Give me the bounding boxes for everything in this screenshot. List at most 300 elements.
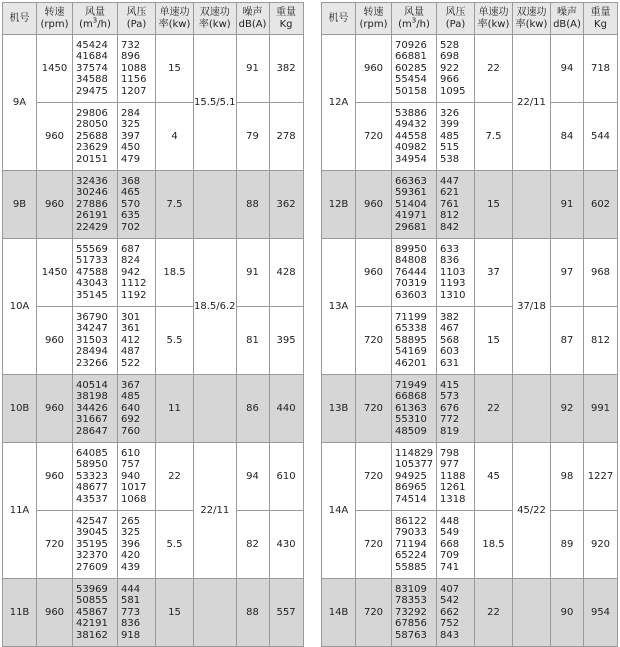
- noise-cell: 91: [236, 239, 269, 307]
- pressure-value: 1112: [121, 278, 147, 290]
- model-cell: 12B: [322, 171, 356, 239]
- pressure-value: 439: [121, 561, 141, 573]
- flow-value: 65224: [395, 550, 427, 562]
- flow-value: 43537: [76, 493, 108, 505]
- dual-power-cell: 22/11: [513, 35, 551, 171]
- flow-value: 74514: [395, 493, 427, 505]
- table-row: [3, 579, 304, 647]
- pressure-value: 812: [440, 210, 460, 222]
- flow-cell: [73, 511, 118, 579]
- flow-value: 28050: [76, 119, 108, 131]
- table-row: [322, 579, 618, 647]
- flow-value: 49432: [395, 119, 427, 131]
- model-cell: 13B: [322, 375, 356, 443]
- noise-cell: 84: [551, 103, 584, 171]
- pressure-value: 843: [440, 629, 460, 641]
- pressure-value: 692: [121, 414, 141, 426]
- fan-spec-table-left: [2, 2, 304, 647]
- pressure-value: 420: [121, 550, 141, 562]
- flow-value: 48677: [76, 482, 108, 494]
- flow-value: 55569: [76, 243, 108, 255]
- flow-value: 114829: [395, 447, 434, 459]
- flow-cell: [392, 239, 437, 307]
- pressure-value: 798: [440, 447, 460, 459]
- noise-cell: 89: [551, 511, 584, 579]
- pressure-value: 942: [121, 266, 141, 278]
- pressure-cell: [437, 171, 475, 239]
- pressure-value: 265: [121, 515, 141, 527]
- single-power-cell: 45: [475, 443, 513, 511]
- pressure-value: 940: [121, 470, 141, 482]
- table-row: [322, 307, 618, 375]
- pressure-value: 522: [121, 357, 141, 369]
- flow-cell: [73, 171, 118, 239]
- noise-cell: 91: [236, 35, 269, 103]
- single-power-cell: 15: [156, 579, 194, 647]
- pressure-value: 761: [440, 198, 460, 210]
- flow-value: 71194: [395, 538, 427, 550]
- dual-power-cell: 45/22: [513, 443, 551, 579]
- pressure-value: 301: [121, 311, 141, 323]
- pressure-value: 603: [440, 346, 460, 358]
- flow-cell: [392, 307, 437, 375]
- pressure-cell: [118, 443, 156, 511]
- flow-cell: [392, 443, 437, 511]
- single-power-cell: 7.5: [156, 171, 194, 239]
- pressure-value: 824: [121, 255, 141, 267]
- flow-value: 23266: [76, 357, 108, 369]
- pressure-value: 836: [121, 618, 141, 630]
- noise-cell: 94: [236, 443, 269, 511]
- pressure-value: 631: [440, 357, 460, 369]
- flow-value: 78353: [395, 595, 427, 607]
- pressure-value: 412: [121, 334, 141, 346]
- single-power-cell: 11: [156, 375, 194, 443]
- pressure-value: 568: [440, 334, 460, 346]
- dual-power-cell: 18.5/6.2: [194, 239, 237, 375]
- pressure-value: 1310: [440, 289, 466, 301]
- weight-cell: 557: [269, 579, 303, 647]
- flow-value: 67856: [395, 618, 427, 630]
- speed-cell: 720: [356, 375, 392, 443]
- speed-cell: 960: [356, 171, 392, 239]
- flow-value: 65338: [395, 323, 427, 335]
- pressure-cell: [437, 35, 475, 103]
- pressure-value: 773: [121, 606, 141, 618]
- single-power-cell: 4: [156, 103, 194, 171]
- flow-cell: [73, 307, 118, 375]
- flow-cell: [392, 171, 437, 239]
- pressure-value: 467: [440, 323, 460, 335]
- flow-value: 40514: [76, 379, 108, 391]
- weight-cell: 1227: [584, 443, 618, 511]
- pressure-value: 397: [121, 130, 141, 142]
- flow-value: 31503: [76, 334, 108, 346]
- flow-value: 36790: [76, 311, 108, 323]
- flow-value: 42547: [76, 515, 108, 527]
- single-power-cell: 5.5: [156, 511, 194, 579]
- pressure-value: 757: [121, 459, 141, 471]
- dual-power-cell: 15.5/5.1: [194, 35, 237, 171]
- flow-value: 27886: [76, 198, 108, 210]
- col-speed-header: 转速 (rpm): [37, 3, 73, 35]
- flow-value: 73292: [395, 606, 427, 618]
- noise-cell: 94: [551, 35, 584, 103]
- model-cell: 14A: [322, 443, 356, 579]
- flow-value: 94925: [395, 470, 427, 482]
- weight-cell: 954: [584, 579, 618, 647]
- table-row: [322, 375, 618, 443]
- pressure-value: 676: [440, 402, 460, 414]
- flow-value: 64085: [76, 447, 108, 459]
- pressure-value: 772: [440, 414, 460, 426]
- flow-value: 40982: [395, 142, 427, 154]
- flow-value: 38198: [76, 391, 108, 403]
- model-cell: 9B: [3, 171, 37, 239]
- noise-cell: 92: [551, 375, 584, 443]
- flow-value: 60285: [395, 62, 427, 74]
- speed-cell: 1450: [37, 239, 73, 307]
- pressure-value: 836: [440, 255, 460, 267]
- flow-value: 70926: [395, 39, 427, 51]
- flow-value: 47588: [76, 266, 108, 278]
- flow-value: 61363: [395, 402, 427, 414]
- dual-power-cell: [513, 171, 551, 239]
- flow-value: 48509: [395, 425, 427, 437]
- weight-cell: 602: [584, 171, 618, 239]
- pressure-value: 635: [121, 210, 141, 222]
- flow-cell: [73, 579, 118, 647]
- flow-value: 29475: [76, 85, 108, 97]
- pressure-value: 918: [121, 629, 141, 641]
- single-power-cell: 37: [475, 239, 513, 307]
- pressure-cell: [437, 511, 475, 579]
- flow-value: 28494: [76, 346, 108, 358]
- col-dual-power-header: 双速功 率(kw): [513, 3, 551, 35]
- flow-cell: [73, 103, 118, 171]
- flow-value: 51404: [395, 198, 427, 210]
- flow-value: 84808: [395, 255, 427, 267]
- pressure-value: 687: [121, 243, 141, 255]
- speed-cell: 720: [356, 511, 392, 579]
- single-power-cell: 15: [475, 307, 513, 375]
- noise-cell: 79: [236, 103, 269, 171]
- flow-value: 39045: [76, 527, 108, 539]
- pressure-value: 479: [121, 153, 141, 165]
- weight-cell: 610: [269, 443, 303, 511]
- flow-value: 45424: [76, 39, 108, 51]
- pressure-cell: [437, 307, 475, 375]
- pressure-value: 662: [440, 606, 460, 618]
- dual-power-cell: [513, 579, 551, 647]
- table-row: [322, 239, 618, 307]
- weight-cell: 382: [269, 35, 303, 103]
- pressure-value: 444: [121, 583, 141, 595]
- pressure-value: 542: [440, 595, 460, 607]
- flow-value: 59361: [395, 187, 427, 199]
- pressure-value: 633: [440, 243, 460, 255]
- flow-value: 34247: [76, 323, 108, 335]
- flow-value: 31667: [76, 414, 108, 426]
- pressure-value: 415: [440, 379, 460, 391]
- pressure-value: 1103: [440, 266, 466, 278]
- flow-value: 83109: [395, 583, 427, 595]
- single-power-cell: 22: [475, 579, 513, 647]
- weight-cell: 362: [269, 171, 303, 239]
- pressure-cell: [118, 307, 156, 375]
- noise-cell: 90: [551, 579, 584, 647]
- single-power-cell: 15: [475, 171, 513, 239]
- single-power-cell: 22: [475, 35, 513, 103]
- col-pressure-header: 风压 (Pa): [437, 3, 475, 35]
- flow-value: 55454: [395, 74, 427, 86]
- dual-power-cell: [194, 579, 237, 647]
- flow-value: 37574: [76, 62, 108, 74]
- pressure-value: 1207: [121, 85, 147, 97]
- weight-cell: 428: [269, 239, 303, 307]
- col-flow-header: 风量 $(m^3/h)$: [73, 3, 118, 35]
- flow-value: 55885: [395, 561, 427, 573]
- flow-value: 34588: [76, 74, 108, 86]
- speed-cell: 720: [356, 579, 392, 647]
- noise-cell: 81: [236, 307, 269, 375]
- dual-power-cell: 22/11: [194, 443, 237, 579]
- pressure-cell: [118, 511, 156, 579]
- flow-value: 50158: [395, 85, 427, 97]
- dual-power-cell: [194, 375, 237, 443]
- flow-value: 32370: [76, 550, 108, 562]
- pressure-value: 549: [440, 527, 460, 539]
- flow-value: 58895: [395, 334, 427, 346]
- flow-value: 41684: [76, 51, 108, 63]
- pressure-value: 367: [121, 379, 141, 391]
- noise-cell: 88: [236, 171, 269, 239]
- pressure-value: 966: [440, 74, 460, 86]
- flow-value: 53886: [395, 107, 427, 119]
- flow-value: 41971: [395, 210, 427, 222]
- pressure-value: 1068: [121, 493, 147, 505]
- speed-cell: 960: [37, 443, 73, 511]
- flow-value: 89950: [395, 243, 427, 255]
- flow-value: 34426: [76, 402, 108, 414]
- model-cell: 14B: [322, 579, 356, 647]
- flow-value: 46201: [395, 357, 427, 369]
- flow-value: 29806: [76, 107, 108, 119]
- speed-cell: 720: [356, 307, 392, 375]
- pressure-value: 610: [121, 447, 141, 459]
- pressure-cell: [437, 375, 475, 443]
- single-power-cell: 5.5: [156, 307, 194, 375]
- dual-power-cell: [194, 171, 237, 239]
- table-row: [3, 103, 304, 171]
- pressure-value: 465: [121, 187, 141, 199]
- pressure-value: 1017: [121, 482, 147, 494]
- pressure-value: 368: [121, 175, 141, 187]
- flow-value: 86965: [395, 482, 427, 494]
- pressure-value: 709: [440, 550, 460, 562]
- single-power-cell: 7.5: [475, 103, 513, 171]
- col-noise-header: 噪声 dB(A): [236, 3, 269, 35]
- pressure-value: 581: [121, 595, 141, 607]
- flow-value: 79033: [395, 527, 427, 539]
- pressure-value: 1095: [440, 85, 466, 97]
- flow-cell: [392, 375, 437, 443]
- table-row: [3, 443, 304, 511]
- pressure-value: 1193: [440, 278, 466, 290]
- pressure-value: 819: [440, 425, 460, 437]
- flow-value: 29681: [395, 221, 427, 233]
- noise-cell: 98: [551, 443, 584, 511]
- weight-cell: 920: [584, 511, 618, 579]
- flow-value: 22429: [76, 221, 108, 233]
- speed-cell: 960: [37, 307, 73, 375]
- flow-value: 58763: [395, 629, 427, 641]
- flow-value: 53969: [76, 583, 108, 595]
- pressure-value: 326: [440, 107, 460, 119]
- flow-cell: [392, 579, 437, 647]
- weight-cell: 278: [269, 103, 303, 171]
- pressure-value: 528: [440, 39, 460, 51]
- flow-value: 86122: [395, 515, 427, 527]
- noise-cell: 86: [236, 375, 269, 443]
- flow-value: 58950: [76, 459, 108, 471]
- pressure-value: 450: [121, 142, 141, 154]
- col-single-power-header: 单速功 率(kw): [475, 3, 513, 35]
- speed-cell: 960: [37, 171, 73, 239]
- single-power-cell: 18.5: [475, 511, 513, 579]
- pressure-value: 284: [121, 107, 141, 119]
- col-weight-header: 重量 Kg: [584, 3, 618, 35]
- speed-cell: 720: [356, 103, 392, 171]
- pressure-cell: [437, 443, 475, 511]
- single-power-cell: 22: [475, 375, 513, 443]
- pressure-cell: [118, 35, 156, 103]
- flow-value: 28647: [76, 425, 108, 437]
- pressure-cell: [437, 239, 475, 307]
- weight-cell: 395: [269, 307, 303, 375]
- pressure-value: 702: [121, 221, 141, 233]
- table-row: [3, 171, 304, 239]
- flow-value: 66363: [395, 175, 427, 187]
- pressure-value: 570: [121, 198, 141, 210]
- pressure-value: 752: [440, 618, 460, 630]
- model-cell: 10A: [3, 239, 37, 375]
- speed-cell: 1450: [37, 35, 73, 103]
- pressure-value: 1192: [121, 289, 147, 301]
- flow-cell: [73, 239, 118, 307]
- table-row: [3, 35, 304, 103]
- flow-cell: [73, 443, 118, 511]
- pressure-value: 396: [121, 538, 141, 550]
- flow-value: 44558: [395, 130, 427, 142]
- pressure-value: 640: [121, 402, 141, 414]
- speed-cell: 960: [356, 35, 392, 103]
- speed-cell: 960: [37, 579, 73, 647]
- table-row: [3, 239, 304, 307]
- flow-value: 27609: [76, 561, 108, 573]
- pressure-cell: [118, 171, 156, 239]
- flow-value: 32436: [76, 175, 108, 187]
- col-flow-header: 风量 $(m^3/h)$: [392, 3, 437, 35]
- flow-value: 71199: [395, 311, 427, 323]
- fan-spec-table-right: [321, 2, 618, 647]
- flow-cell: [73, 35, 118, 103]
- pressure-value: 538: [440, 153, 460, 165]
- noise-cell: 97: [551, 239, 584, 307]
- weight-cell: 544: [584, 103, 618, 171]
- flow-value: 26191: [76, 210, 108, 222]
- pressure-cell: [437, 579, 475, 647]
- flow-value: 35145: [76, 289, 108, 301]
- pressure-value: 485: [440, 130, 460, 142]
- pressure-cell: [118, 579, 156, 647]
- flow-cell: [392, 511, 437, 579]
- model-cell: 12A: [322, 35, 356, 171]
- pressure-value: 448: [440, 515, 460, 527]
- speed-cell: 720: [37, 511, 73, 579]
- weight-cell: 440: [269, 375, 303, 443]
- weight-cell: 991: [584, 375, 618, 443]
- pressure-value: 399: [440, 119, 460, 131]
- table-row: [3, 307, 304, 375]
- pressure-value: 515: [440, 142, 460, 154]
- flow-value: 20151: [76, 153, 108, 165]
- pressure-value: 487: [121, 346, 141, 358]
- noise-cell: 87: [551, 307, 584, 375]
- flow-value: 105377: [395, 459, 434, 471]
- dual-power-cell: 37/18: [513, 239, 551, 375]
- col-single-power-header: 单速功 率(kw): [156, 3, 194, 35]
- flow-value: 34954: [395, 153, 427, 165]
- col-noise-header: 噪声 dB(A): [551, 3, 584, 35]
- weight-cell: 812: [584, 307, 618, 375]
- model-cell: 11B: [3, 579, 37, 647]
- flow-value: 43043: [76, 278, 108, 290]
- pressure-value: 1188: [440, 470, 466, 482]
- flow-value: 23629: [76, 142, 108, 154]
- flow-value: 55310: [395, 414, 427, 426]
- single-power-cell: 15: [156, 35, 194, 103]
- flow-value: 71949: [395, 379, 427, 391]
- flow-value: 66868: [395, 391, 427, 403]
- pressure-value: 382: [440, 311, 460, 323]
- table-row: [3, 375, 304, 443]
- flow-cell: [392, 35, 437, 103]
- flow-value: 38162: [76, 629, 108, 641]
- model-cell: 9A: [3, 35, 37, 171]
- table-row: [322, 35, 618, 103]
- flow-value: 42191: [76, 618, 108, 630]
- pressure-cell: [118, 375, 156, 443]
- flow-value: 70319: [395, 278, 427, 290]
- flow-value: 45867: [76, 606, 108, 618]
- speed-cell: 960: [37, 375, 73, 443]
- single-power-cell: 22: [156, 443, 194, 511]
- noise-cell: 91: [551, 171, 584, 239]
- speed-cell: 960: [356, 239, 392, 307]
- pressure-cell: [118, 239, 156, 307]
- weight-cell: 430: [269, 511, 303, 579]
- flow-value: 35195: [76, 538, 108, 550]
- model-cell: 13A: [322, 239, 356, 375]
- single-power-cell: 18.5: [156, 239, 194, 307]
- flow-value: 25688: [76, 130, 108, 142]
- flow-value: 53323: [76, 470, 108, 482]
- model-cell: 10B: [3, 375, 37, 443]
- pressure-cell: [437, 103, 475, 171]
- pressure-value: 668: [440, 538, 460, 550]
- pressure-value: 485: [121, 391, 141, 403]
